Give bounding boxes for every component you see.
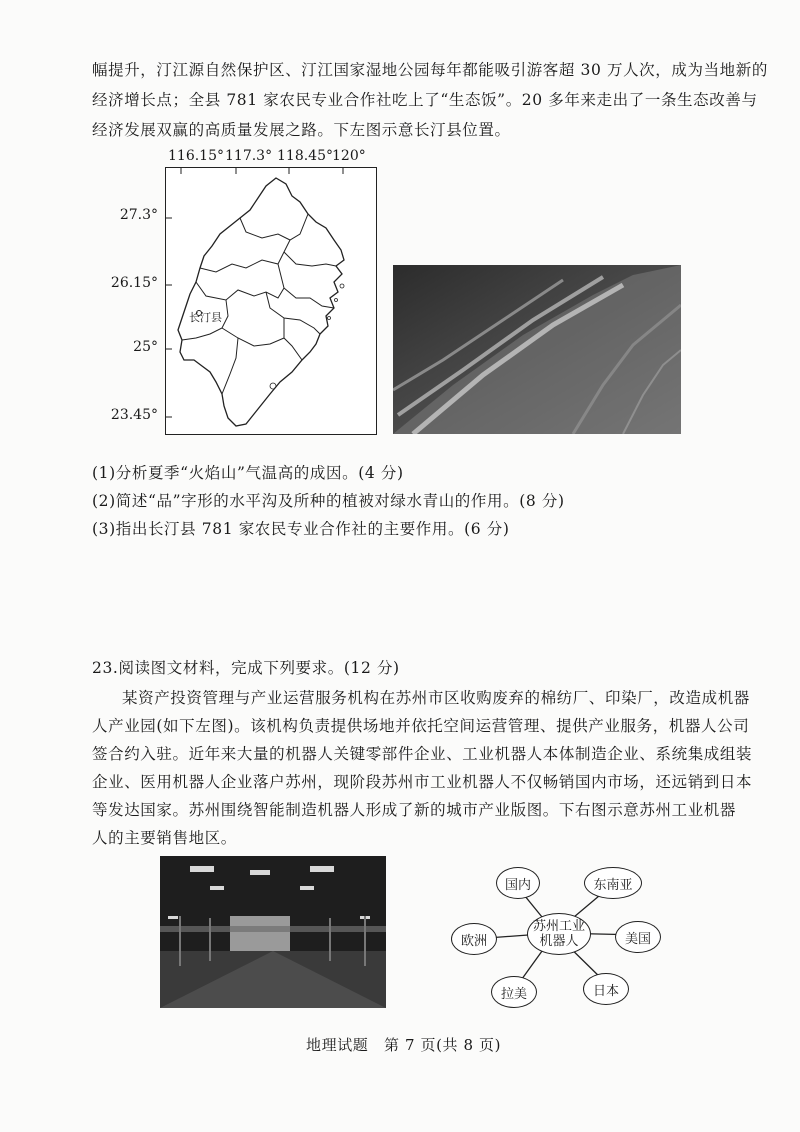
region-node-domestic: 国内 — [496, 867, 540, 899]
q23-para-line-2: 人产业园(如下左图)。该机构负责提供场地并依托空间运营管理、提供产业服务，机器人公司 — [92, 717, 750, 735]
q23-para-line-3: 签合约入驻。近年来大量的机器人关键零部件企业、工业机器人本体制造企业、系统集成组装 — [92, 745, 753, 763]
q22-sub1: (1)分析夏季“火焰山”气温高的成因。(4 分) — [92, 464, 404, 482]
q23-para-line-5: 等发达国家。苏州围绕智能制造机器人形成了新的城市产业版图。下右图示意苏州工业机器 — [92, 801, 737, 819]
fujian-map-outline — [166, 168, 376, 434]
region-node-japan: 日本 — [583, 973, 629, 1005]
center-label-line-2: 机器人 — [539, 934, 579, 949]
intro-line-3: 经济发展双赢的高质量发展之路。下左图示意长汀县位置。 — [92, 121, 511, 139]
lat-tick-1: 27.3° — [119, 207, 158, 223]
q22-sub3: (3)指出长汀县 781 家农民专业合作社的主要作用。(6 分) — [92, 520, 510, 538]
lon-tick-1: 116.15° — [168, 148, 224, 164]
intro-line-1: 幅提升，汀江源自然保护区、汀江国家湿地公园每年都能吸引游客超 30 万人次，成为当地新的 — [92, 61, 768, 79]
county-label: 长汀县 — [189, 311, 222, 324]
center-label-line-1: 苏州工业 — [532, 919, 585, 934]
lat-tick-4: 23.45° — [110, 407, 158, 423]
region-node-usa: 美国 — [615, 921, 661, 953]
lon-tick-2: 117.3° — [225, 148, 273, 164]
map-frame — [165, 167, 377, 435]
region-node-southeast-asia: 东南亚 — [584, 867, 642, 899]
q22-sub2: (2)简述“品”字形的水平沟及所种的植被对绿水青山的作用。(8 分) — [92, 492, 565, 510]
lon-tick-4: 120° — [332, 148, 366, 164]
page-footer: 地理试题 第 7 页(共 8 页) — [306, 1036, 502, 1054]
region-node-europe: 欧洲 — [451, 923, 497, 955]
region-node-latin-america: 拉美 — [491, 976, 537, 1008]
intro-line-2: 经济增长点；全县 781 家农民专业合作社吃上了“生态饭”。20 多年来走出了一条生态改善与 — [92, 91, 758, 109]
lat-tick-2: 26.15° — [110, 275, 158, 291]
diagram-center-node — [527, 913, 591, 955]
q23-para-line-1: 某资产投资管理与产业运营服务机构在苏州市区收购废弃的棉纺厂、印染厂，改造成机器 — [122, 689, 750, 707]
q23-para-line-4: 企业、医用机器人企业落户苏州，现阶段苏州市工业机器人不仅畅销国内市场，还远销到日本 — [92, 773, 753, 791]
lon-tick-3: 118.45° — [277, 148, 333, 164]
q23-title: 23.阅读图文材料，完成下列要求。(12 分) — [92, 659, 400, 677]
q23-para-line-6: 人的主要销售地区。 — [92, 829, 237, 847]
terrace-photo — [393, 265, 681, 434]
factory-photo — [160, 856, 386, 1008]
lat-tick-3: 25° — [133, 339, 158, 355]
